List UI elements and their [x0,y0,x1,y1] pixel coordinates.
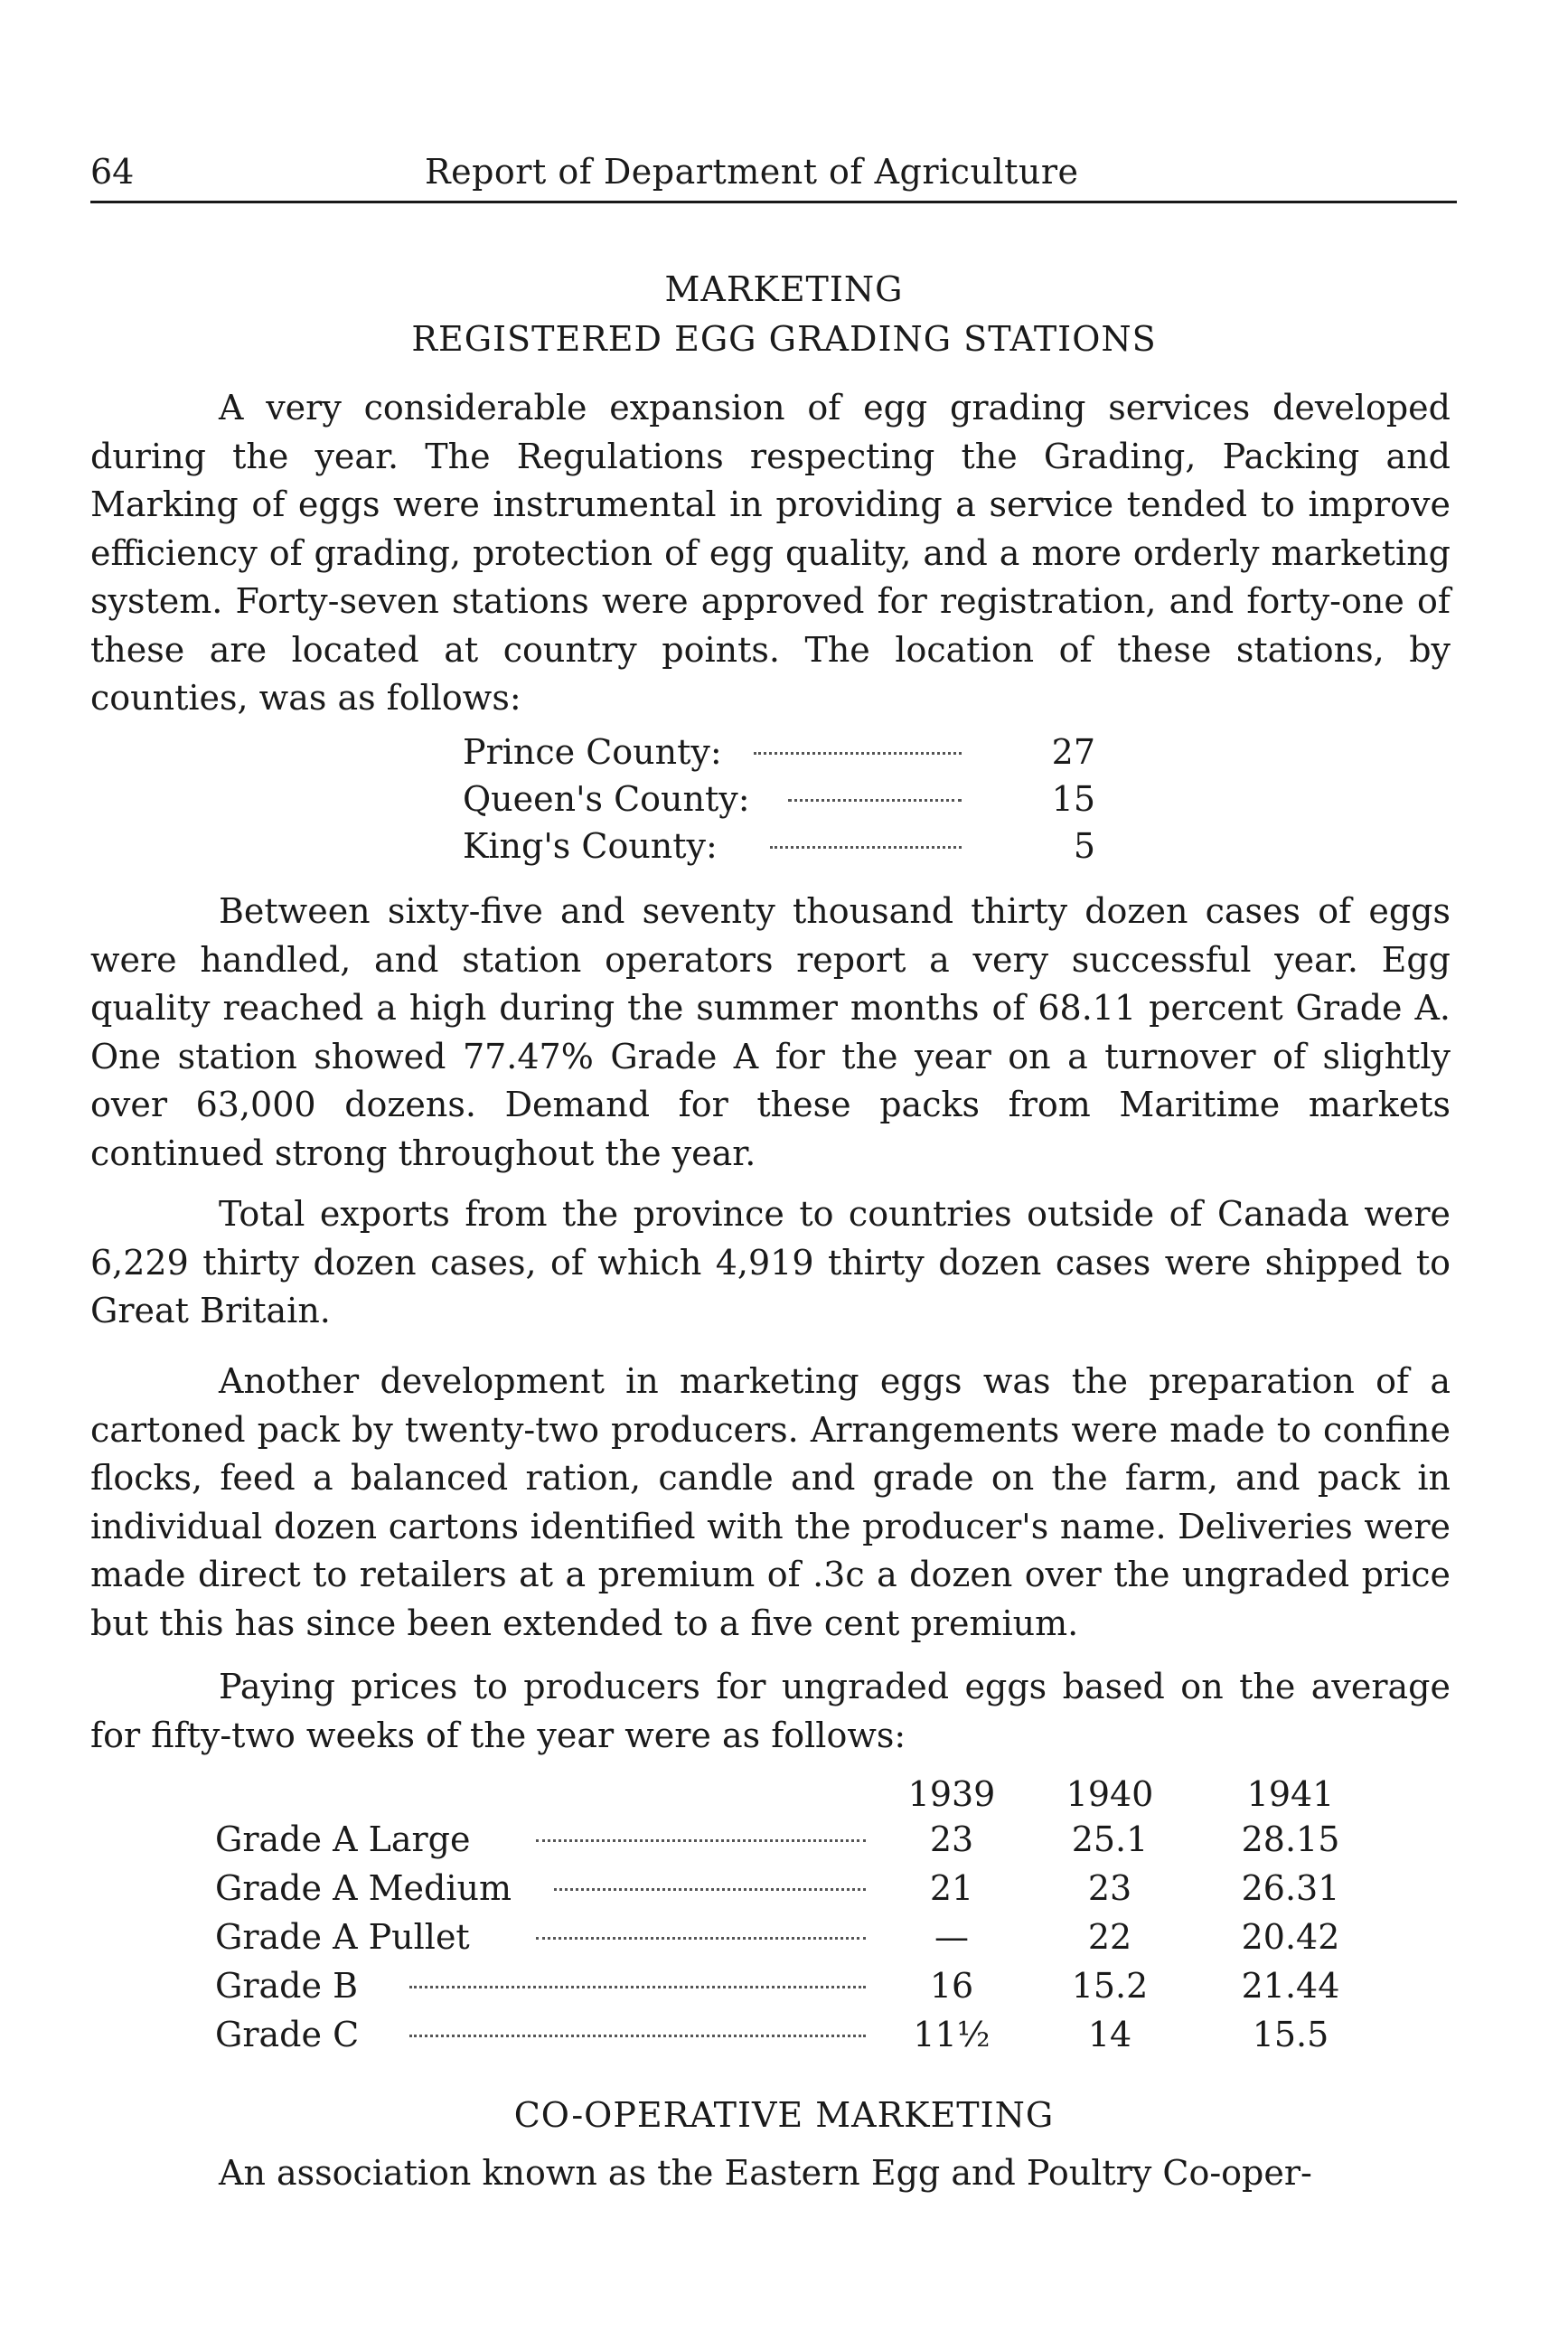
county-list [463,732,1095,873]
leader-dots [754,752,962,755]
county-row [463,732,1095,779]
section-title: MARKETING [664,269,904,309]
grade-label: Grade A Large [215,1819,471,1859]
grade-label: Grade A Medium [215,1868,512,1908]
price-1939: 23 [929,1819,974,1859]
page-number: 64 [90,152,135,192]
leader-dots [536,1937,866,1940]
paragraph-exports: Total exports from the province to countries outside of Canada were 6,229 thirty dozen cases, of which 4,919 thirty dozen cases were shipped to Great Britain. [90,1194,1451,1330]
page-header [90,152,1457,206]
county-row [463,826,1095,873]
grade-label: Grade B [215,1966,358,2006]
price-1941: 20.42 [1241,1917,1340,1957]
table-row [215,2015,1327,2063]
table-row [215,1966,1340,2015]
year-header: 1940 [1066,1774,1154,1814]
paragraph-association: An association known as the Eastern Egg and Poultry Co-oper- [219,2153,1312,2193]
price-1940: 25.1 [1071,1819,1149,1859]
leader-dots [788,799,962,802]
county-count: 5 [1073,826,1095,866]
table-row [215,1917,1340,1966]
section-subtitle: REGISTERED EGG GRADING STATIONS [411,319,1157,359]
year-header: 1939 [907,1774,996,1814]
price-table [215,1774,1340,2063]
county-name: King's County: [463,826,718,866]
county-name: Prince County: [463,732,722,772]
county-count: 27 [1051,732,1095,772]
price-1941: 15.5 [1252,2015,1329,2054]
price-1940: 22 [1087,1917,1132,1957]
header-rule [90,201,1457,203]
county-row [463,779,1095,826]
price-1939: 21 [929,1868,974,1908]
running-title: Report of Department of Agriculture [425,152,1079,192]
price-1941: 28.15 [1241,1819,1340,1859]
price-1939: 16 [929,1966,974,2006]
county-name: Queen's County: [463,779,750,819]
price-1939: 11½ [913,2015,991,2054]
paragraph-expansion: A very considerable expansion of egg grading services developed during the year. The Regulations respecting the Grading, Packing and Marking of eggs were instrumental in providing a service tended to improve efficiency of grading, protection of egg quality, and a more orderly marketing system. Forty-seven stations were approved for registration, and forty-one of these are located at country points. The location of these stations, by counties, was as follows: [90,388,1451,718]
leader-dots [409,1986,866,1988]
grade-label: Grade C [215,2015,360,2054]
county-count: 15 [1051,779,1095,819]
price-1941: 26.31 [1241,1868,1340,1908]
leader-dots [770,846,962,849]
price-1940: 15.2 [1071,1966,1149,2006]
leader-dots [536,1839,866,1842]
price-table-header [215,1774,1335,1819]
cooperative-marketing-heading: CO-OPERATIVE MARKETING [513,2095,1055,2135]
leader-dots [409,2035,866,2037]
price-1940: 23 [1087,1868,1132,1908]
price-1941: 21.44 [1241,1966,1340,2006]
leader-dots [554,1888,866,1891]
paragraph-stations-handled: Between sixty-five and seventy thousand thirty dozen cases of eggs were handled, and station operators report a very successful year. Egg quality reached a high during the summer months of 68.11 percent Grade A. One station showed 77.47% Grade A for the year on a turnover of slightly over 63,000 dozens. Demand for these packs from Maritime markets continued strong throughout the year. [90,891,1451,1173]
table-row [215,1819,1340,1868]
table-row [215,1868,1340,1917]
price-1940: 14 [1087,2015,1132,2054]
paragraph-paying-prices: Paying prices to producers for ungraded eggs based on the average for fifty-two weeks of the year were as follows: [90,1667,1451,1755]
year-header: 1941 [1246,1774,1335,1814]
paragraph-cartoned-pack: Another development in marketing eggs was the preparation of a cartoned pack by twenty-two producers. Arrangements were made to confine flocks, feed a balanced ration, candle and grade on the farm, and pack in individual dozen cartons identified with the producer's name. Deliveries were made direct to retailers at a premium of .3c a dozen over the ungraded price but this has since been extended to a five cent premium. [90,1361,1451,1643]
grade-label: Grade A Pullet [215,1917,470,1957]
price-1939: — [934,1917,969,1957]
